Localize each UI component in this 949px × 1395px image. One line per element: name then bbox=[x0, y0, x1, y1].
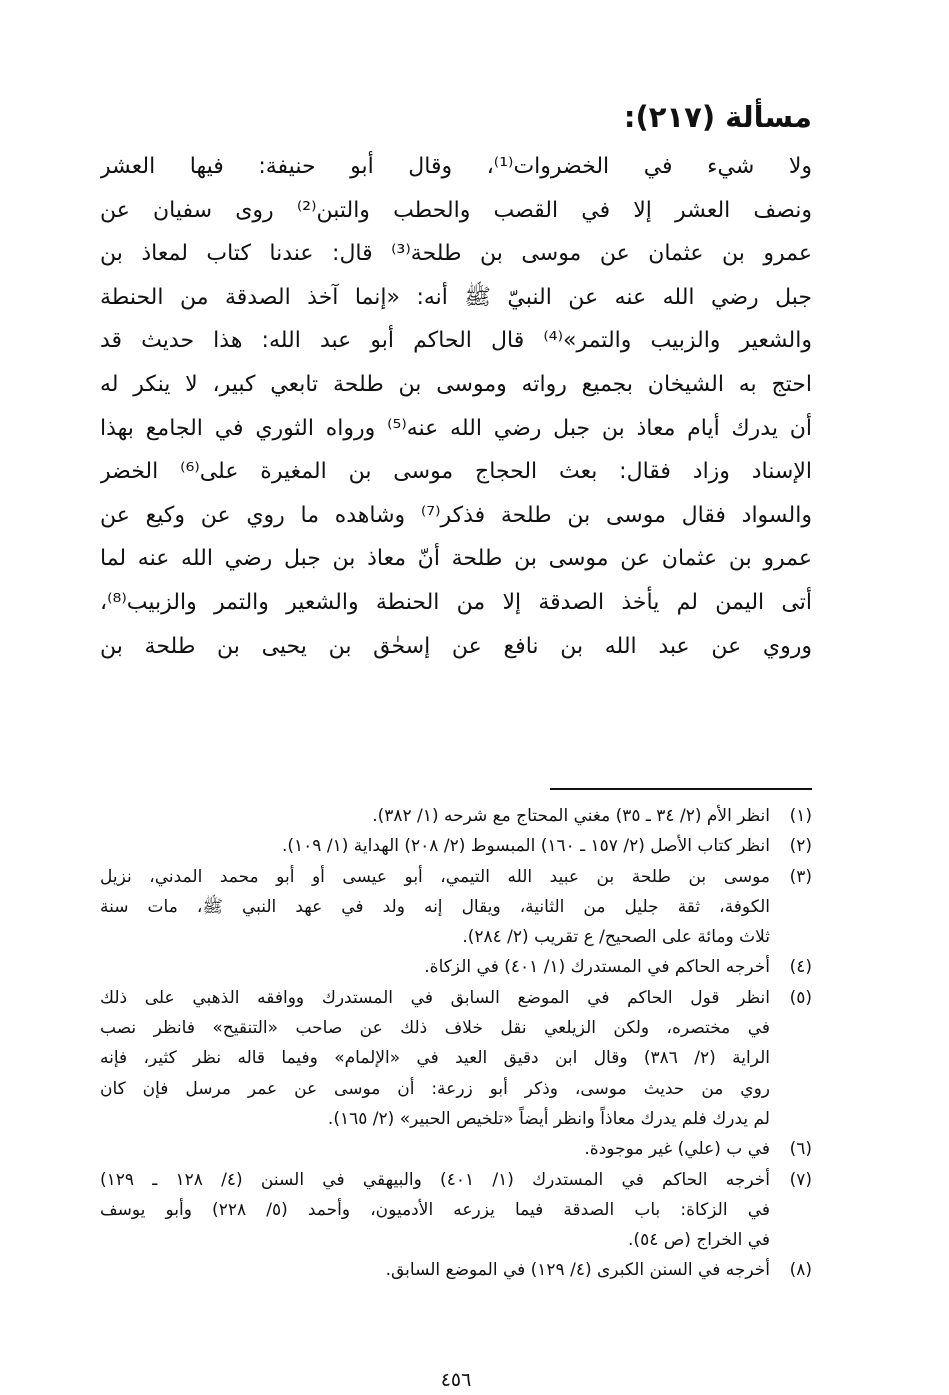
footnote-number: (٧) bbox=[789, 1169, 812, 1190]
footnote-number: (٢) bbox=[789, 836, 812, 857]
footnote-number: (٣) bbox=[789, 866, 812, 887]
body-line: ولا شيء في الخضروات⁽¹⁾، وقال أبو حنيفة: فيها العشر bbox=[100, 154, 812, 179]
footnote-line: روي من حديث موسى، وذكر أبو زرعة: أن موسى عن عمر مرسل فإن كان bbox=[100, 1078, 770, 1099]
footnote-line: انظر كتاب الأصل (٢/ ١٥٧ ـ ١٦٠) المبسوط (٢/ ٢٠٨) الهداية (١/ ١٠٩). bbox=[282, 836, 770, 857]
body-line: عمرو بن عثمان عن موسى بن طلحة أنّ معاذ بن جبل رضي الله عنه لما bbox=[100, 546, 812, 572]
footnote-line: أخرجه الحاكم في المستدرك (١/ ٤٠١) والبيهقي في السنن (٤/ ١٢٨ ـ ١٢٩) bbox=[100, 1169, 770, 1190]
footnote bbox=[100, 1165, 812, 1256]
footnote-line: الراية (٢/ ٣٨٦) وقال ابن دقيق العيد في «الإلمام» وفيما قاله نظر كثير، فإنه bbox=[100, 1048, 770, 1069]
footnote-line: انظر الأم (٢/ ٣٤ ـ ٣٥) مغني المحتاج مع شرحه (١/ ٣٨٢). bbox=[372, 806, 770, 826]
footnote-line: أخرجه في السنن الكبرى (٤/ ١٢٩) في الموضع السابق. bbox=[385, 1260, 770, 1281]
footnotes bbox=[100, 801, 812, 1286]
footnote-line: ثلاث ومائة على الصحيح/ ع تقريب (٢/ ٢٨٤). bbox=[462, 927, 770, 948]
footnote bbox=[100, 801, 812, 831]
footnote-text bbox=[100, 801, 770, 831]
footnote-text bbox=[100, 952, 770, 982]
body-line: أن يدرك أيام معاذ بن جبل رضي الله عنه⁽⁵⁾ ورواه الثوري في الجامع بهذا bbox=[100, 415, 812, 441]
footnote bbox=[100, 831, 812, 861]
footnote bbox=[100, 862, 812, 953]
body-line: احتج به الشيخان بجميع رواته وموسى بن طلحة تابعي كبير، لا ينكر له bbox=[100, 371, 812, 397]
body-line: وروي عن عبد الله بن نافع عن إسحٰق بن يحيى بن طلحة بن bbox=[100, 633, 812, 659]
footnote-number: (١) bbox=[789, 806, 812, 826]
footnote bbox=[100, 983, 812, 1134]
footnote-line: في ب (علي) غير موجودة. bbox=[584, 1139, 770, 1160]
footnote-number: (٤) bbox=[789, 957, 812, 978]
body-text bbox=[100, 145, 812, 668]
body-line: ونصف العشر إلا في القصب والحطب والتبن⁽²⁾ روى سفيان عن bbox=[100, 197, 812, 223]
footnote-line: لم يدرك فلم يدرك معاذاً وانظر أيضاً «تلخيص الحبير» (٢/ ١٦٥). bbox=[327, 1108, 770, 1129]
footnote-line: انظر قول الحاكم في الموضع السابق في المستدرك ووافقه الذهبي على ذلك bbox=[100, 987, 770, 1008]
footnote bbox=[100, 1134, 812, 1164]
footnote bbox=[100, 952, 812, 982]
footnote-number: (٥) bbox=[789, 987, 812, 1008]
page-number: ٤٥٦ bbox=[440, 1369, 472, 1391]
footnote-line: الكوفة، ثقة جليل من الثانية، ويقال إنه ولد في عهد النبي ﷺ، مات سنة bbox=[100, 896, 770, 917]
body-line: جبل رضي الله عنه عن النبيّ ﷺ أنه: «إنما آخذ الصدقة من الحنطة bbox=[100, 284, 812, 310]
body-line: أتى اليمن لم يأخذ الصدقة إلا من الحنطة والشعير والتمر والزبيب⁽⁸⁾، bbox=[100, 589, 812, 615]
body-line: عمرو بن عثمان عن موسى بن طلحة⁽³⁾ قال: عندنا كتاب لمعاذ بن bbox=[100, 241, 812, 267]
footnote-line: في مختصره، ولكن الزيلعي نقل خلاف ذلك عن صاحب «التنقيح» فانظر نصب bbox=[100, 1018, 770, 1039]
footnote-text bbox=[100, 831, 770, 861]
body-line: الإسناد وزاد فقال: بعث الحجاج موسى بن المغيرة على⁽⁶⁾ الخضر bbox=[100, 459, 812, 485]
footnote-number: (٦) bbox=[789, 1139, 812, 1160]
body-line: والشعير والزبيب والتمر»⁽⁴⁾ قال الحاكم أبو عبد الله: هذا حديث قد bbox=[100, 328, 812, 354]
footnote-text bbox=[100, 1255, 770, 1285]
footnote-line: في الخراج (ص ٥٤). bbox=[628, 1230, 770, 1251]
footnote-line: في الزكاة: باب الصدقة فيما يزرعه الأدميون، وأحمد (٥/ ٢٢٨) وأبو يوسف bbox=[100, 1199, 770, 1220]
footnote-number: (٨) bbox=[789, 1260, 812, 1281]
document-page bbox=[100, 95, 812, 1391]
footnote-line: أخرجه الحاكم في المستدرك (١/ ٤٠١) في الزكاة. bbox=[424, 957, 770, 978]
footnote-separator bbox=[550, 788, 812, 790]
footnote bbox=[100, 1255, 812, 1285]
footnote-text bbox=[100, 862, 770, 953]
footnote-text bbox=[100, 983, 770, 1134]
section-heading: مسألة (٢١٧): bbox=[623, 100, 812, 134]
footnote-text bbox=[100, 1165, 770, 1256]
footnote-line: موسى بن طلحة بن عبيد الله التيمي، أبو عيسى أو أبو محمد المدني، نزيل bbox=[100, 866, 770, 887]
footnote-text bbox=[100, 1134, 770, 1164]
body-line: والسواد فقال موسى بن طلحة فذكر⁽⁷⁾ وشاهده ما روي عن وكيع عن bbox=[100, 502, 812, 528]
